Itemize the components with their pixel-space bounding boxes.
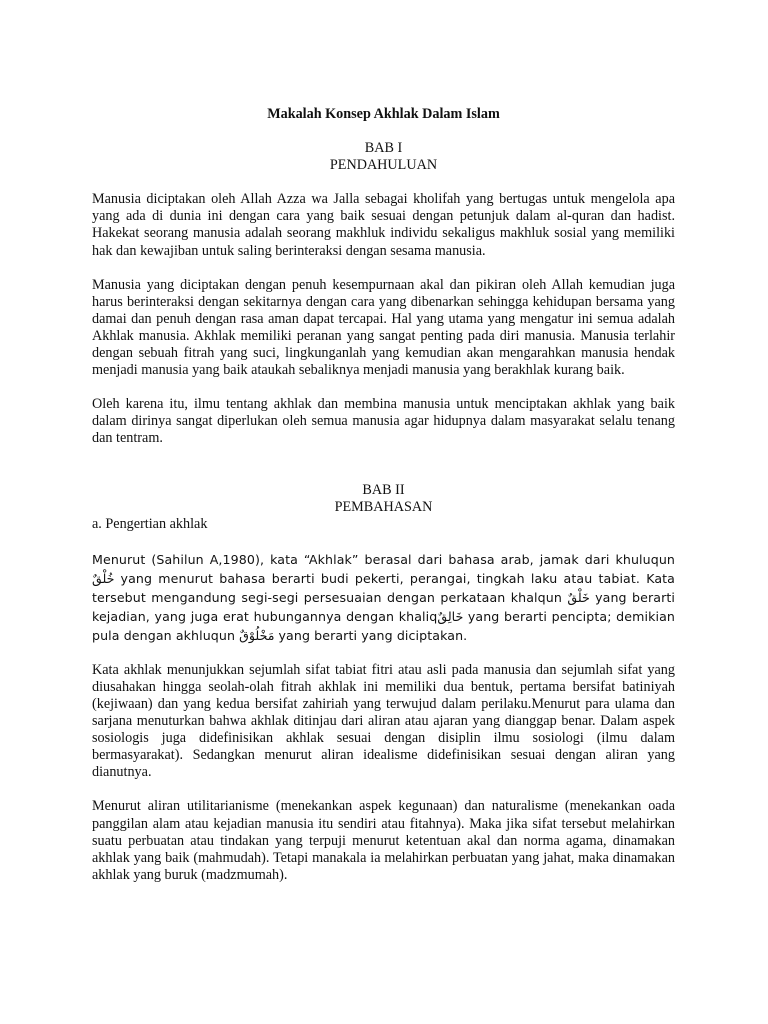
bab1-name: PENDAHULUAN — [329, 157, 438, 174]
bab2-paragraph-3: Menurut aliran utilitarianisme (menekankan aspek kegunaan) dan naturalisme (menekankan oada panggilan alam atau kejadian manusia itu sendiri atau fitahnya). Maka jika sifat tersebut melahirkan suatu perbuatan atau tindakan yang terpuji menurut ketentuan akal dan norma agama, dinamakan akhlak yang baik (mahmudah). Tetapi manakala ia melahirkan perbuatan yang jahat, maka dinamakan akhlak yang buruk (madzmumah). — [92, 798, 675, 883]
arabic-khalqun: خَلْقٌ — [567, 589, 590, 605]
bab2-heading — [92, 482, 675, 516]
document-page — [92, 100, 675, 884]
bab2-paragraph-2: Kata akhlak menunjukkan sejumlah sifat tabiat fitri atau asli pada manusia dan sejumlah sifat yang diusahakan hingga seolah-olah fitrah akhlak ini memiliki dua bentuk, pertama bersifat batiniyah (kejiwaan) dan yang kedua bersifat zahiriah yang terwujud dalam perilaku.Menurut para ulama dan sarjana menuturkan bahwa akhlak ditinjau dari aliran atau ajaran yang dianggap benar. Dalam aspek sosiologis juga didefinisikan akhlak sesuai dengan disiplin ilmu sosiologi (ilmu dalam bermasyarakat). Sedangkan menurut aliran idealisme didefinisikan sesuai dengan aliran yang dianutnya. — [92, 661, 675, 781]
bab1-paragraph-2: Manusia yang diciptakan dengan penuh kesempurnaan akal dan pikiran oleh Allah kemudian juga harus berinteraksi dengan sekitarnya dengan cara yang dibenarkan sehingga kehidupan bersama yang damai dan penuh dengan rasa aman dapat tercapai. Hal yang utama yang mengatur ini semua adalah Akhlak manusia. Akhlak memiliki peranan yang sangat penting pada diri manusia. Manusia terlahir dengan sebuah fitrah yang suci, lingkunganlah yang kemudian akan mengarahkan manusia hendak menjadi manusia yang baik ataukah sebaliknya menjadi manusia yang berakhlak kurang baik. — [92, 276, 675, 379]
bab1-paragraph-3: Oleh karena itu, ilmu tentang akhlak dan membina manusia untuk menciptakan akhlak yang baik dalam dirinya sangat diperlukan oleh semua manusia agar hidupnya dalam masyarakat selalu tenang dan tentram. — [92, 396, 675, 447]
bab1-heading — [92, 140, 675, 174]
bab1-label: BAB I — [364, 140, 403, 157]
bab2-name: PEMBAHASAN — [334, 498, 433, 515]
arabic-khuluqun: خُلْقٌ — [92, 570, 115, 586]
document-title: Makalah Konsep Akhlak Dalam Islam — [267, 106, 500, 122]
bab1-paragraph-1: Manusia diciptakan oleh Allah Azza wa Jalla sebagai kholifah yang bertugas untuk mengelola apa yang ada di dunia ini dengan cara yang baik sesuai dengan petunjuk dalam al-quran dan hadist. Hakekat seorang manusia adalah seorang makhluk individu sekaligus makhluk sosial yang memiliki hak dan kewajiban untuk saling berinteraksi dengan sesama manusia. — [92, 191, 675, 259]
arabic-khaliq: خَالِقٌ — [437, 608, 464, 624]
scan-text-5: yang berarti yang diciptakan. — [274, 627, 468, 643]
arabic-akhluqun: مَخْلُوْقٌ — [239, 627, 275, 643]
subheading-pengertian-akhlak: a. Pengertian akhlak — [92, 515, 208, 532]
scan-text-2: yang menurut bahasa berarti budi pekerti, perangai, tingkah laku atau tabiat. Kata tersebut mengandung segi-segi persesuaian dengan perkataan khalqun — [92, 570, 675, 605]
scanned-paragraph — [92, 550, 675, 645]
bab2-label: BAB II — [362, 481, 405, 498]
scan-text-1: Menurut (Sahilun A,1980), kata “Akhlak” berasal dari bahasa arab, jamak dari khuluqun — [92, 551, 675, 567]
scan-text-3: yang berarti kejadian, yang juga erat hubungannya dengan khaliq — [92, 589, 676, 624]
scan-text-4: yang berarti pencipta; demikian pula dengan akhluqun — [92, 608, 675, 643]
